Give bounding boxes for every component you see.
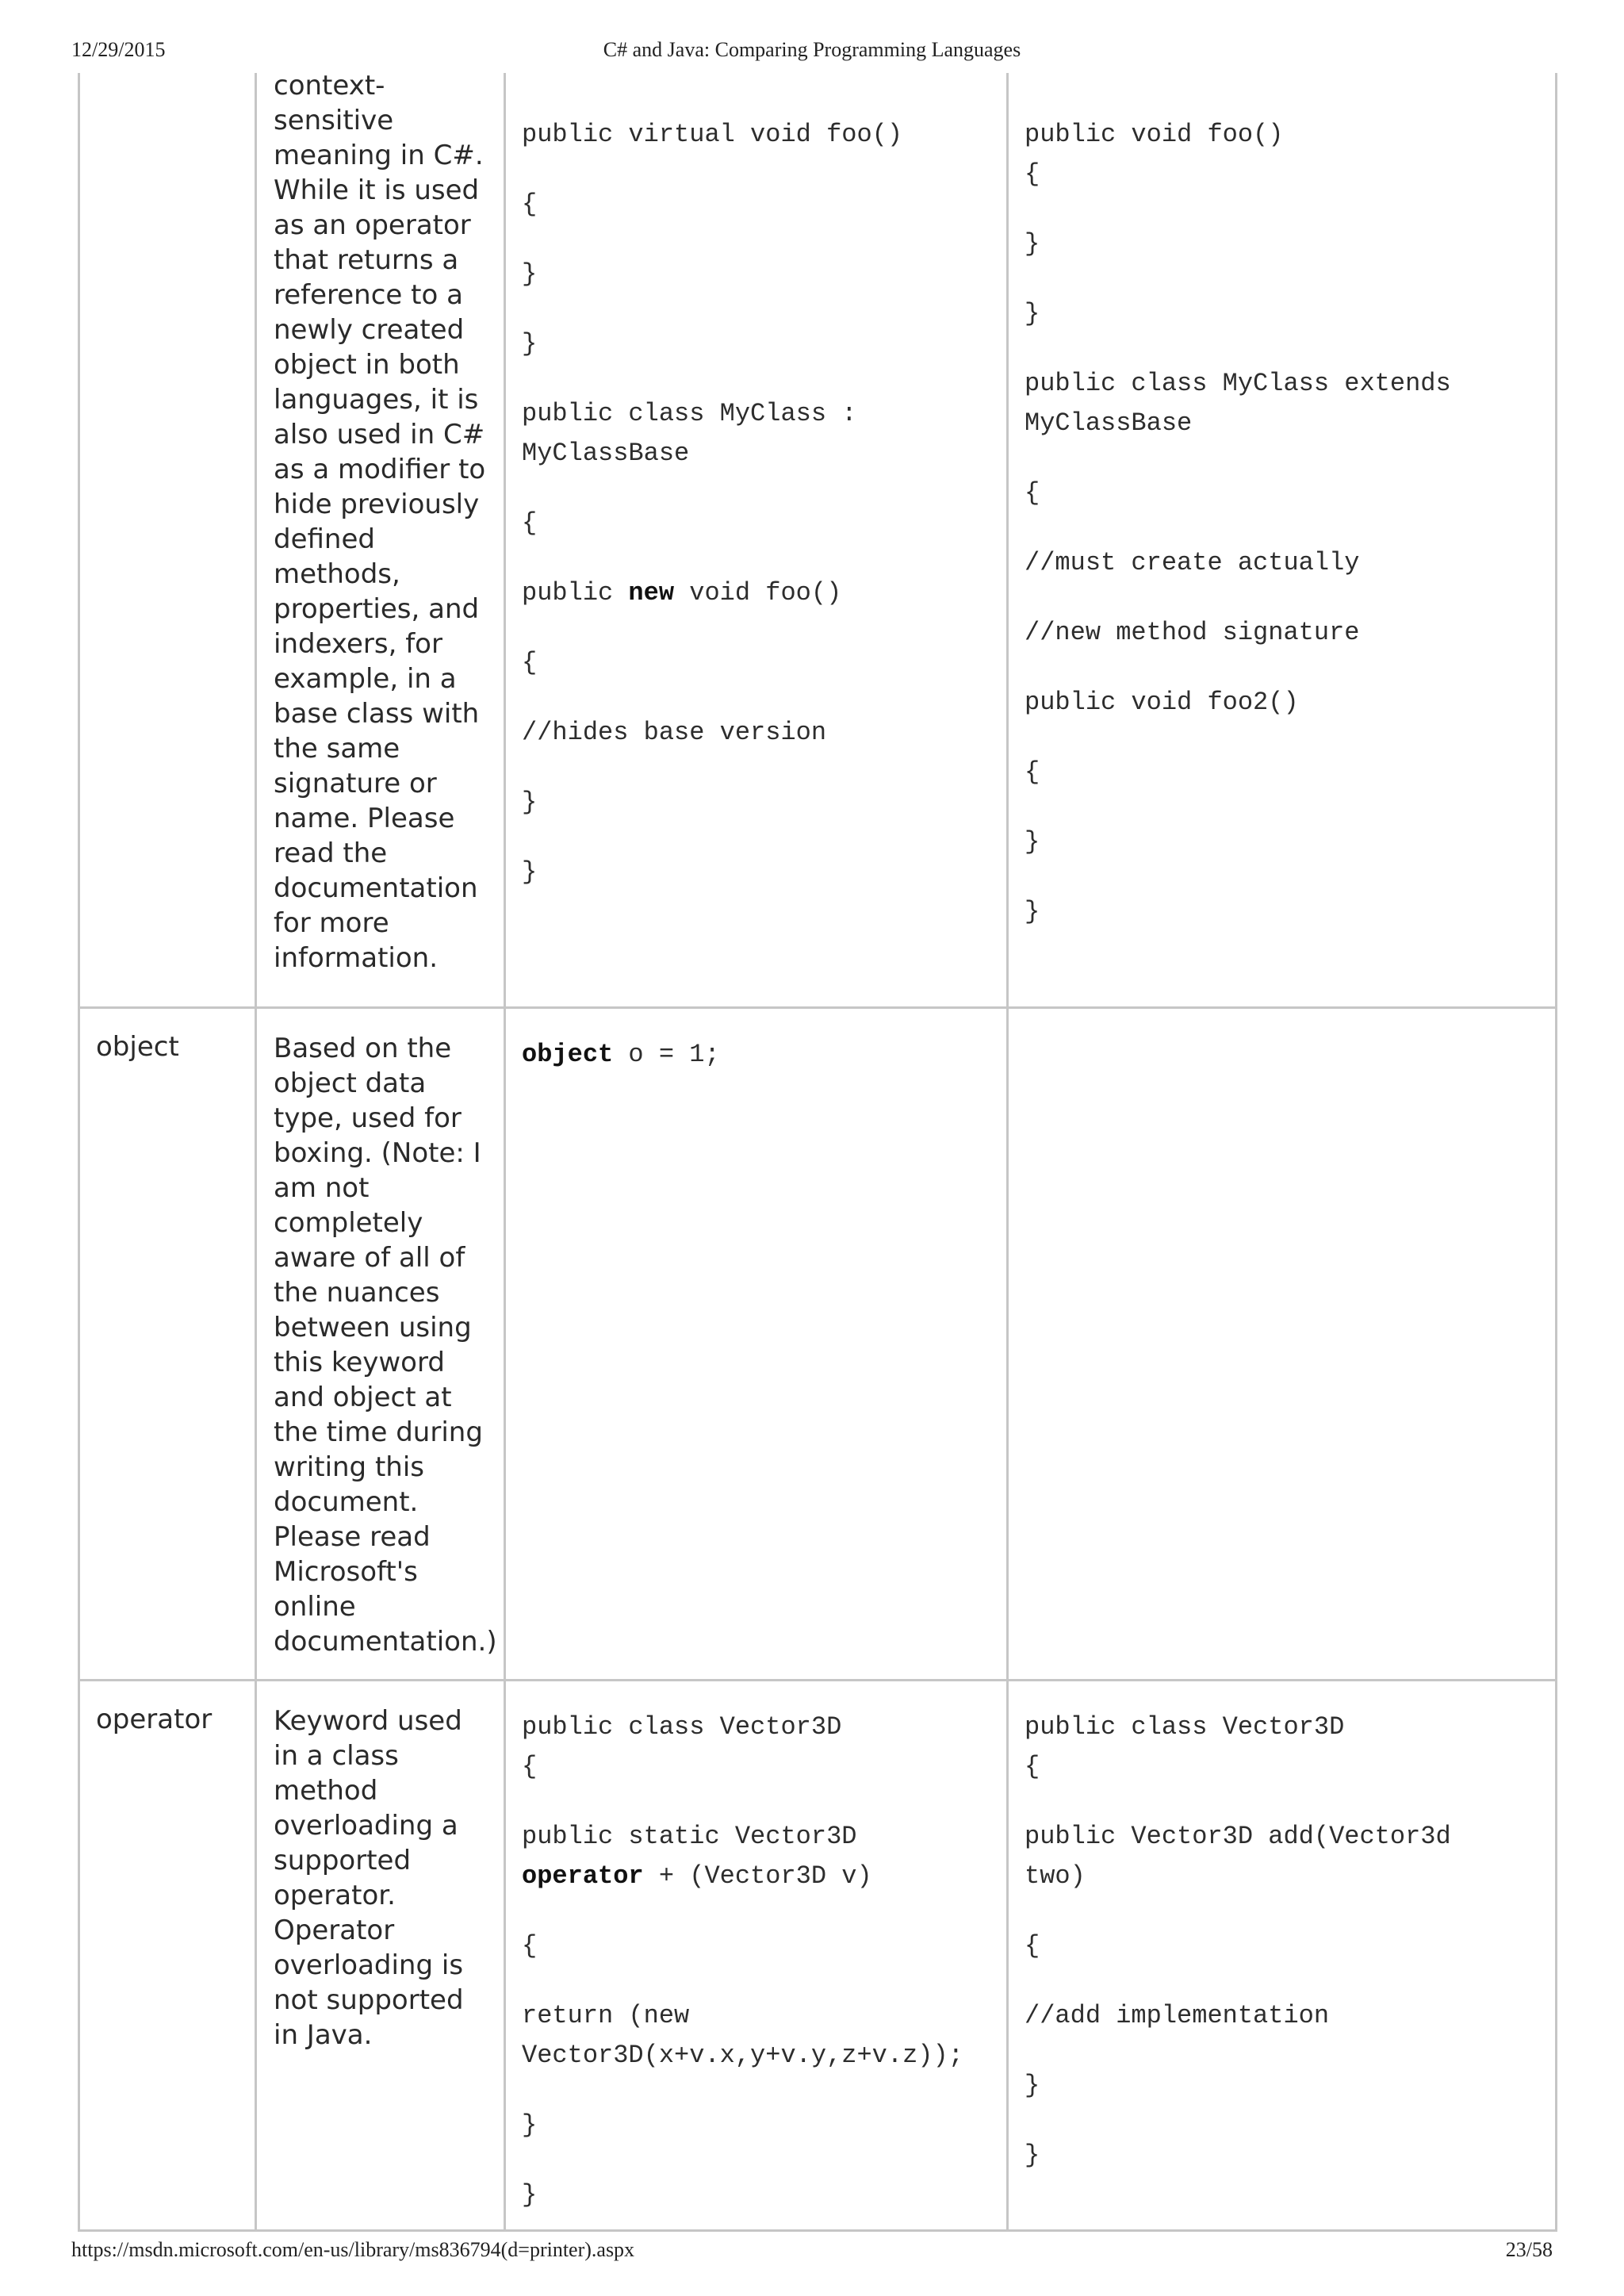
java-code-cell: public void foo() { } } public class MyClass extends MyClassBase { //must create actually //new method signature public void foo2() { } } (1006, 73, 1555, 1006)
table-row (80, 1679, 1555, 2232)
table-row (80, 1006, 1555, 1681)
keyword-comparison-table (78, 70, 1557, 2232)
keyword-label: object (96, 1031, 179, 1063)
print-date: 12/29/2015 (71, 38, 166, 61)
page-number: 23/58 (1505, 2238, 1553, 2261)
description-cell (255, 1009, 504, 1681)
keyword-cell (80, 1681, 255, 2232)
java-code-cell (1006, 1009, 1555, 1681)
description-text: context- sensitive meaning in C#. While it is used as an operator that returns a reference to a newly created object in both languages, it is also used in C# as a modifier to hide previously defined methods, properties, and indexers, for example, in a base class with the same signature or name. Please read the documentation for more information. (274, 70, 486, 974)
keyword-cell (80, 73, 255, 1006)
description-cell (255, 1681, 504, 2232)
keyword-label: operator (96, 1704, 213, 1735)
csharp-code-cell: public virtual void foo() { } } public class MyClass : MyClassBase { public new void foo() { //hides base version } } (504, 73, 1006, 1006)
description-text: Based on the object data type, used for boxing. (Note: I am not completely aware of all of the nuances between using this keyword and object at the time during writing this document. Please read Microsoft's online documentation.) (274, 1033, 497, 1658)
description-cell (255, 70, 504, 1006)
page-header (71, 38, 1553, 70)
document-title: C# and Java: Comparing Programming Languages (603, 38, 1021, 61)
java-code-cell: public class Vector3D { public Vector3D add(Vector3d two) { //add implementation } } (1006, 1681, 1555, 2232)
table-row (80, 70, 1555, 1006)
page-footer (71, 2238, 1553, 2270)
description-text: Keyword used in a class method overloading a supported operator. Operator overloading is not supported in Java. (274, 1705, 464, 2051)
csharp-code-cell: public class Vector3D { public static Vector3D operator + (Vector3D v) { return (new Vector3D(x+v.x,y+v.y,z+v.z)); } } (504, 1681, 1006, 2232)
source-url: https://msdn.microsoft.com/en-us/library/ms836794(d=printer).aspx (71, 2238, 635, 2261)
keyword-cell (80, 1009, 255, 1681)
csharp-code-cell: object o = 1; (504, 1009, 1006, 1681)
